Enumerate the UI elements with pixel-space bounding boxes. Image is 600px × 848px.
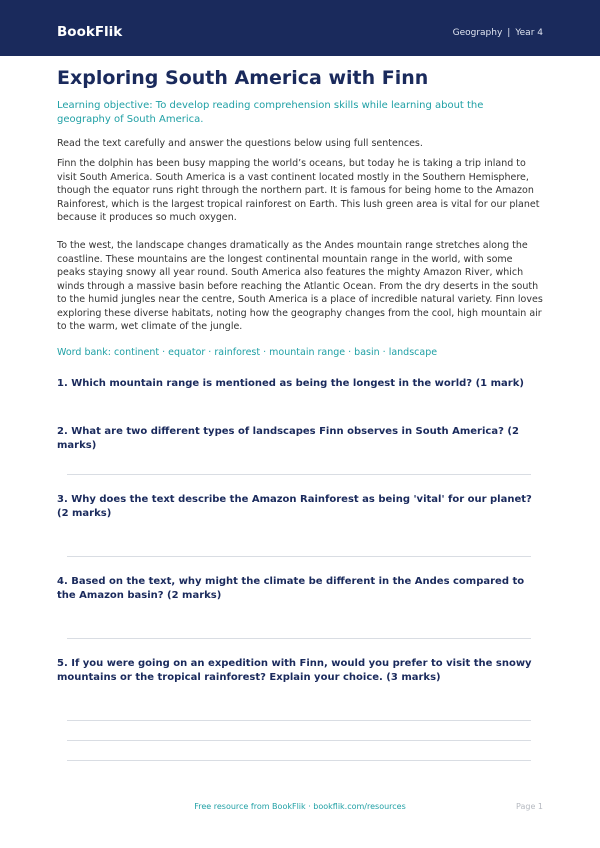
subject-year-meta — [453, 27, 543, 39]
answer-line[interactable] — [67, 740, 531, 741]
question-2: 2. What are two different types of landscapes Finn observes in South America? (2 marks) — [57, 426, 519, 451]
subject-label: Geography — [452, 28, 503, 38]
answer-line[interactable] — [67, 556, 531, 557]
word-bank: Word bank: continent · equator · rainforest · mountain range · basin · landscape — [57, 347, 438, 358]
brand-logo-text: BookFlik — [57, 24, 123, 40]
reading-paragraph-1: Finn the dolphin has been busy mapping the world’s oceans, but today he is taking a trip inland to visit South America. South America is a vast continent located mostly in the Southern Hemisphere, though the equator runs right through the northern part. It is famous for being home to the Amazon Rainforest, which is the largest tropical rainforest on Earth. This lush green area is vital for our planet because it produces so much oxygen. — [57, 158, 540, 223]
footer-resource-link[interactable]: Free resource from BookFlik · bookflik.com/resources — [194, 802, 406, 811]
year-label: Year 4 — [515, 28, 543, 38]
answer-line[interactable] — [67, 638, 531, 639]
question-5: 5. If you were going on an expedition with Finn, would you prefer to visit the snowy mountains or the tropical rainforest? Explain your choice. (3 marks) — [57, 658, 532, 683]
page-header — [0, 0, 600, 56]
answer-line[interactable] — [67, 474, 531, 475]
question-1: 1. Which mountain range is mentioned as being the longest in the world? (1 mark) — [57, 378, 524, 389]
page-number: Page 1 — [516, 802, 543, 811]
answer-line[interactable] — [67, 720, 531, 721]
reading-paragraph-2: To the west, the landscape changes dramatically as the Andes mountain range stretches along the coastline. These mountains are the longest continental mountain range in the world, with some peaks staying snowy all year round. South America also features the mighty Amazon River, which winds through a massive basin before reaching the Atlantic Ocean. From the dry deserts in the south to the humid jungles near the centre, South America is a place of incredible natural variety. Finn loves exploring these diverse habitats, noting how the geography changes from the cool, high mountain air to the warm, wet climate of the jungle. — [57, 240, 543, 332]
question-3: 3. Why does the text describe the Amazon Rainforest as being 'vital' for our planet? (2 marks) — [57, 494, 532, 519]
worksheet-title: Exploring South America with Finn — [57, 67, 429, 89]
question-4: 4. Based on the text, why might the climate be different in the Andes compared to the Amazon basin? (2 marks) — [57, 576, 525, 601]
instructions-text: Read the text carefully and answer the questions below using full sentences. — [57, 138, 423, 149]
answer-line[interactable] — [67, 760, 531, 761]
meta-separator: | — [507, 28, 511, 38]
learning-objective: Learning objective: To develop reading comprehension skills while learning about the geography of South America. — [57, 100, 484, 125]
